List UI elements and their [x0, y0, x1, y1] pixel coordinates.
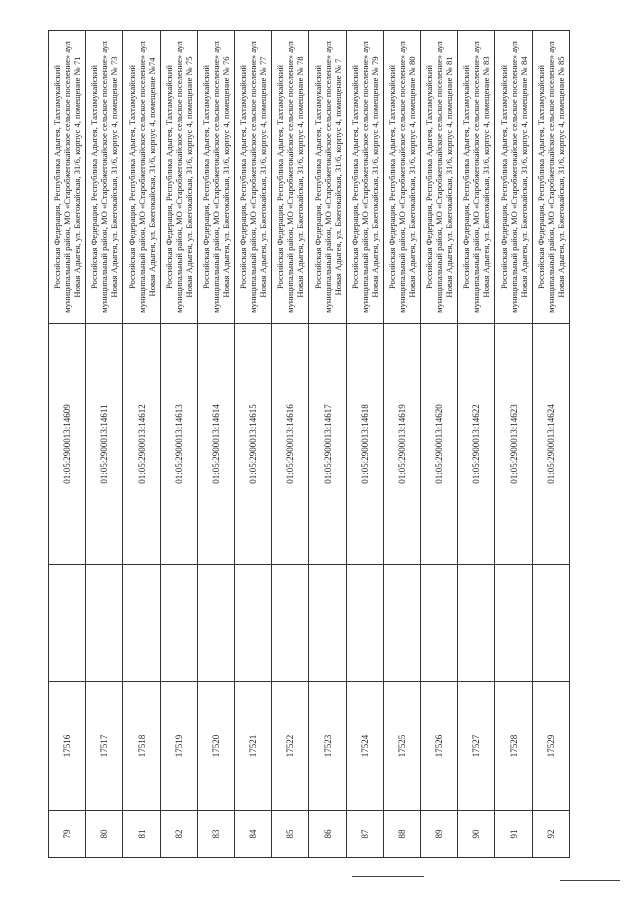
cadastral-number: 01:05:2900013:14619: [383, 324, 420, 565]
address-cell: Российская Федерация, Республика Адыгея, Тахтамукайский муниципальный район, МО «Старобжегокайское сельское поселение» аул Новая Адыгея, ул. Бжегокайская, 31/6, корпус 4, помещение № 80: [383, 31, 420, 324]
row-number: 84: [235, 811, 272, 858]
register-number: 17524: [346, 682, 383, 811]
table-row: [532, 31, 569, 858]
row-number: 83: [197, 811, 234, 858]
address-cell: Российская Федерация, Республика Адыгея, Тахтамукайский муниципальный район, МО «Старобжегокайское сельское поселение» аул Новая Адыгея, ул. Бжегокайская, 31/6, корпус 4, помещение № 76: [197, 31, 234, 324]
cadastral-number: 01:05:2900013:14622: [458, 324, 495, 565]
cadastral-number: 01:05:2900013:14618: [346, 324, 383, 565]
row-number: 81: [123, 811, 160, 858]
empty-cell: [49, 565, 86, 682]
empty-cell: [458, 565, 495, 682]
empty-cell: [383, 565, 420, 682]
cadastral-number: 01:05:2900013:14623: [495, 324, 532, 565]
address-cell: Российская Федерация, Республика Адыгея, Тахтамукайский муниципальный район, МО «Старобжегокайское сельское поселение» аул Новая Адыгея, ул. Бжегокайская, 31/6, корпус 4, помещение № 81: [421, 31, 458, 324]
cadastral-number: 01:05:2900013:14616: [272, 324, 309, 565]
register-number: 17517: [86, 682, 123, 811]
table-row: [383, 31, 420, 858]
property-table: [48, 30, 570, 858]
row-number: 80: [86, 811, 123, 858]
address-cell: Российская Федерация, Республика Адыгея, Тахтамукайский муниципальный район, МО «Старобжегокайское сельское поселение» аул Новая Адыгея, ул. Бжегокайская, 31/6, корпус 4, помещение № 84: [495, 31, 532, 324]
table-row: [235, 31, 272, 858]
row-number: 86: [309, 811, 346, 858]
address-cell: Российская Федерация, Республика Адыгея, Тахтамукайский муниципальный район, МО «Старобжегокайское сельское поселение» аул Новая Адыгея, ул. Бжегокайская, 31/6, корпус 4, помещение № 83: [458, 31, 495, 324]
empty-cell: [421, 565, 458, 682]
table-row: [160, 31, 197, 858]
table-row: [86, 31, 123, 858]
cadastral-number: 01:05:2900013:14612: [123, 324, 160, 565]
empty-cell: [197, 565, 234, 682]
address-cell: Российская Федерация, Республика Адыгея, Тахтамукайский муниципальный район, МО «Старобжегокайское сельское поселение» аул Новая Адыгея, ул. Бжегокайская, 31/6, корпус 4, помещение №74: [123, 31, 160, 324]
row-number: 90: [458, 811, 495, 858]
empty-cell: [123, 565, 160, 682]
cadastral-number: 01:05:2900013:14624: [532, 324, 569, 565]
table-row: [123, 31, 160, 858]
table-row: [458, 31, 495, 858]
empty-cell: [235, 565, 272, 682]
register-number: 17526: [421, 682, 458, 811]
register-number: 17520: [197, 682, 234, 811]
property-table-body: [49, 31, 570, 858]
cadastral-number: 01:05:2900013:14620: [421, 324, 458, 565]
table-row: [495, 31, 532, 858]
empty-cell: [309, 565, 346, 682]
address-cell: Российская Федерация, Республика Адыгея, Тахтамукайский муниципальный район, МО «Старобжегокайское сельское поселение» аул Новая Адыгея, ул. Бжегокайская, 31/6, корпус 4, помещение № 75: [160, 31, 197, 324]
register-number: 17528: [495, 682, 532, 811]
address-cell: Российская Федерация, Республика Адыгея, Тахтамукайский муниципальный район, МО «Старобжегокайское сельское поселение» аул Новая Адыгея, ул. Бжегокайская, 31/6, корпус 4, помещение № 85: [532, 31, 569, 324]
row-number: 92: [532, 811, 569, 858]
row-number: 82: [160, 811, 197, 858]
empty-cell: [272, 565, 309, 682]
register-number: 17518: [123, 682, 160, 811]
row-number: 89: [421, 811, 458, 858]
empty-cell: [532, 565, 569, 682]
footer-rule-right: [560, 880, 620, 881]
table-row: [346, 31, 383, 858]
empty-cell: [160, 565, 197, 682]
cadastral-number: 01:05:2900013:14611: [86, 324, 123, 565]
cadastral-number: 01:05:2900013:14614: [197, 324, 234, 565]
cadastral-number: 01:05:2900013:14617: [309, 324, 346, 565]
row-number: 91: [495, 811, 532, 858]
register-number: 17516: [49, 682, 86, 811]
cadastral-number: 01:05:2900013:14615: [235, 324, 272, 565]
register-number: 17529: [532, 682, 569, 811]
cadastral-number: 01:05:2900013:14609: [49, 324, 86, 565]
table-row: [309, 31, 346, 858]
register-number: 17519: [160, 682, 197, 811]
address-cell: Российская Федерация, Республика Адыгея, Тахтамукайский муниципальный район, МО «Старобжегокайское сельское поселение» аул Новая Адыгея, ул. Бжегокайская, 31/6, корпус 4, помещение № 71: [49, 31, 86, 324]
address-cell: Российская Федерация, Республика Адыгея, Тахтамукайский муниципальный район, МО «Старобжегокайское сельское поселение» аул Новая Адыгея, ул. Бжегокайская, 31/6, корпус 4, помещение № 77: [235, 31, 272, 324]
empty-cell: [495, 565, 532, 682]
empty-cell: [86, 565, 123, 682]
register-number: 17523: [309, 682, 346, 811]
table-row: [197, 31, 234, 858]
cadastral-number: 01:05:2900013:14613: [160, 324, 197, 565]
row-number: 87: [346, 811, 383, 858]
address-cell: Российская Федерация, Республика Адыгея, Тахтамукайский муниципальный район, МО «Старобжегокайское сельское поселение» аул Новая Адыгея, ул. Бжегокайская, 31/6, корпус 4, помещение № 78: [272, 31, 309, 324]
register-number: 17525: [383, 682, 420, 811]
register-number: 17522: [272, 682, 309, 811]
register-number: 17527: [458, 682, 495, 811]
row-number: 79: [49, 811, 86, 858]
address-cell: Российская Федерация, Республика Адыгея, Тахтамукайский муниципальный район, МО «Старобжегокайское сельское поселение» аул Новая Адыгея, ул. Бжегокайская, 31/6, корпус 4, помещение № 7: [309, 31, 346, 324]
register-number: 17521: [235, 682, 272, 811]
address-cell: Российская Федерация, Республика Адыгея, Тахтамукайский муниципальный район, МО «Старобжегокайское сельское поселение» аул Новая Адыгея, ул. Бжегокайская, 31/6, корпус 4, помещение № 79: [346, 31, 383, 324]
row-number: 85: [272, 811, 309, 858]
row-number: 88: [383, 811, 420, 858]
footer-rule-left: [352, 876, 424, 877]
table-row: [49, 31, 86, 858]
table-row: [272, 31, 309, 858]
table-row: [421, 31, 458, 858]
rotated-table-wrapper: [48, 30, 570, 858]
empty-cell: [346, 565, 383, 682]
address-cell: Российская Федерация, Республика Адыгея, Тахтамукайский муниципальный район, МО «Старобжегокайское сельское поселение» аул Новая Адыгея, ул. Бжегокайская, 31/6, корпус 4, помещение № 73: [86, 31, 123, 324]
